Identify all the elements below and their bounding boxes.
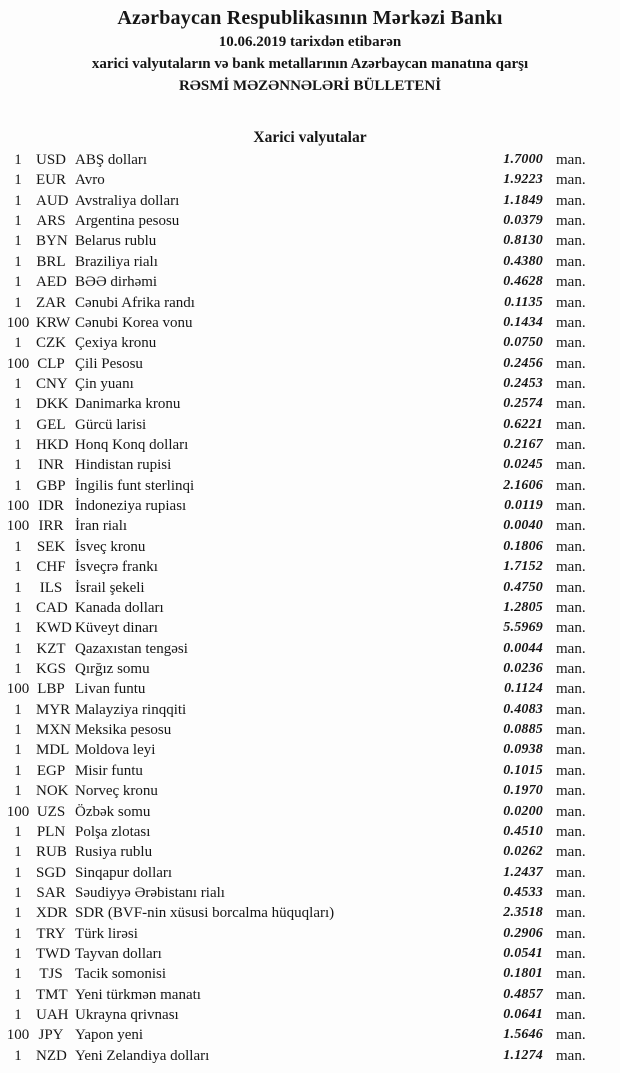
rate-row — [0, 394, 620, 414]
currency-code-cell: USD — [36, 152, 67, 168]
currency-code-cell: TWD — [36, 946, 71, 963]
rate-value-cell: 0.6221 — [503, 416, 543, 432]
rate-row — [0, 1025, 620, 1045]
currency-code-cell: INR — [38, 457, 64, 474]
currency-code-cell: CNY — [36, 375, 68, 392]
rate-value-cell: 0.1806 — [503, 538, 543, 554]
currency-name-cell: Avro — [75, 172, 105, 189]
rate-row — [0, 924, 620, 944]
quantity-cell: 1 — [14, 599, 22, 616]
quantity-cell: 1 — [14, 742, 22, 759]
currency-name-cell: Yapon yeni — [75, 1027, 144, 1044]
rate-row — [0, 191, 620, 211]
rate-row — [0, 679, 620, 699]
unit-cell: man. — [556, 559, 586, 576]
rate-value-cell: 2.3518 — [503, 905, 543, 921]
quantity-cell: 1 — [14, 620, 22, 637]
currency-name-cell: Cənubi Afrika randı — [75, 294, 195, 311]
unit-cell: man. — [556, 294, 586, 311]
currency-code-cell: SAR — [36, 884, 66, 901]
unit-cell: man. — [556, 681, 586, 698]
currency-code-cell: RUB — [36, 844, 67, 861]
rates-table — [0, 150, 620, 1066]
currency-code-cell: SGD — [36, 864, 67, 881]
currency-name-cell: İsrail şekeli — [75, 579, 145, 596]
currency-name-cell: Rusiya rublu — [75, 844, 153, 861]
unit-cell: man. — [556, 620, 586, 637]
currency-name-cell: Cənubi Korea vonu — [75, 314, 193, 331]
bulletin-title: RƏSMİ MƏZƏNNƏLƏRİ BÜLLETENİ — [178, 78, 442, 94]
currency-code-cell: IDR — [38, 498, 64, 515]
rate-value-cell: 0.2456 — [503, 355, 543, 371]
rate-value-cell: 0.1015 — [503, 762, 543, 778]
rate-row — [0, 944, 620, 964]
currency-name-cell: Çin yuanı — [75, 375, 134, 392]
rate-row — [0, 170, 620, 190]
unit-cell: man. — [556, 844, 586, 861]
currency-name-cell: Argentina pesosu — [75, 213, 180, 230]
rate-value-cell: 0.0541 — [503, 946, 543, 962]
currency-code-cell: MXN — [36, 722, 72, 739]
rate-row — [0, 964, 620, 984]
rate-value-cell: 0.0938 — [503, 742, 543, 758]
currency-name-cell: Danimarka kronu — [75, 396, 181, 413]
rate-row — [0, 802, 620, 822]
rate-row — [0, 516, 620, 536]
currency-name-cell: Braziliya rialı — [75, 253, 158, 270]
rate-value-cell: 0.0885 — [503, 722, 543, 738]
currency-name-cell: Moldova leyi — [75, 742, 156, 759]
rate-row — [0, 659, 620, 679]
rate-value-cell: 0.2167 — [503, 437, 543, 453]
rate-value-cell: 1.5646 — [503, 1027, 543, 1043]
unit-cell: man. — [556, 538, 586, 555]
rate-row — [0, 761, 620, 781]
quantity-cell: 1 — [14, 396, 22, 413]
currency-code-cell: UAH — [36, 1007, 69, 1024]
unit-cell: man. — [556, 396, 586, 413]
currency-name-cell: Özbək somu — [75, 803, 151, 820]
currency-code-cell: DKK — [36, 396, 69, 413]
rate-row — [0, 333, 620, 353]
unit-cell: man. — [556, 1007, 586, 1024]
unit-cell: man. — [556, 314, 586, 331]
rate-value-cell: 0.4083 — [503, 701, 543, 717]
currency-code-cell: CHF — [36, 559, 66, 576]
currency-code-cell: KRW — [36, 314, 71, 331]
rate-row — [0, 231, 620, 251]
currency-name-cell: Belarus rublu — [75, 233, 157, 250]
currency-code-cell: MYR — [36, 701, 71, 718]
currency-name-cell: Sinqapur dolları — [75, 864, 173, 881]
quantity-cell: 1 — [14, 253, 22, 270]
rate-value-cell: 0.1434 — [503, 314, 543, 330]
currency-name-cell: Səudiyyə Ərəbistanı rialı — [75, 884, 225, 901]
rate-row — [0, 578, 620, 598]
rate-value-cell: 2.1606 — [503, 477, 543, 493]
rate-value-cell: 0.1801 — [503, 966, 543, 982]
rate-value-cell: 0.0262 — [503, 844, 543, 860]
rate-value-cell: 0.4628 — [503, 274, 543, 290]
currency-code-cell: LBP — [37, 681, 65, 698]
unit-cell: man. — [556, 437, 586, 454]
rate-value-cell: 0.0119 — [504, 498, 543, 514]
rate-value-cell: 0.0200 — [503, 803, 543, 819]
rate-row — [0, 557, 620, 577]
unit-cell: man. — [556, 274, 586, 291]
currency-name-cell: Livan funtu — [75, 681, 146, 698]
unit-cell: man. — [556, 599, 586, 616]
quantity-cell: 1 — [14, 213, 22, 230]
rate-row — [0, 1005, 620, 1025]
quantity-cell: 100 — [6, 355, 30, 372]
section-title-foreign-currencies: Xarici valyutalar — [253, 129, 367, 146]
rate-value-cell: 1.7152 — [503, 559, 543, 575]
quantity-cell: 1 — [14, 722, 22, 739]
unit-cell: man. — [556, 477, 586, 494]
currency-name-cell: Hindistan rupisi — [75, 457, 172, 474]
currency-name-cell: İngilis funt sterlinqi — [75, 477, 195, 494]
unit-cell: man. — [556, 498, 586, 515]
unit-cell: man. — [556, 253, 586, 270]
unit-cell: man. — [556, 1047, 586, 1064]
rate-row — [0, 272, 620, 292]
unit-cell: man. — [556, 884, 586, 901]
quantity-cell: 1 — [14, 416, 22, 433]
currency-name-cell: Küveyt dinarı — [75, 620, 158, 637]
rate-row — [0, 537, 620, 557]
quantity-cell: 1 — [14, 477, 22, 494]
currency-code-cell: PLN — [36, 823, 66, 840]
rate-value-cell: 0.2906 — [503, 925, 543, 941]
quantity-cell: 1 — [14, 946, 22, 963]
rate-value-cell: 0.0641 — [503, 1007, 543, 1023]
unit-cell: man. — [556, 783, 586, 800]
rate-row — [0, 639, 620, 659]
currency-name-cell: Gürcü larisi — [75, 416, 147, 433]
quantity-cell: 100 — [6, 314, 30, 331]
currency-code-cell: MDL — [36, 742, 70, 759]
currency-code-cell: KZT — [36, 640, 66, 657]
rate-value-cell: 0.4380 — [503, 253, 543, 269]
quantity-cell: 1 — [14, 559, 22, 576]
quantity-cell: 1 — [14, 783, 22, 800]
quantity-cell: 1 — [14, 1007, 22, 1024]
quantity-cell: 1 — [14, 884, 22, 901]
quantity-cell: 1 — [14, 640, 22, 657]
subject-line: xarici valyutaların və bank metallarının Azərbaycan manatına qarşı — [91, 56, 529, 72]
currency-name-cell: Çexiya kronu — [75, 335, 157, 352]
currency-name-cell: Qazaxıstan tengəsi — [75, 640, 188, 657]
currency-name-cell: Tayvan dolları — [75, 946, 162, 963]
currency-name-cell: Yeni türkmən manatı — [75, 986, 201, 1003]
quantity-cell: 1 — [14, 375, 22, 392]
currency-code-cell: EGP — [36, 762, 66, 779]
rate-value-cell: 0.0379 — [503, 213, 543, 229]
rate-row — [0, 781, 620, 801]
currency-code-cell: TMT — [36, 986, 68, 1003]
currency-name-cell: Polşa zlotası — [75, 823, 151, 840]
rate-row — [0, 863, 620, 883]
rate-value-cell: 0.0044 — [503, 640, 543, 656]
rate-value-cell: 5.5969 — [503, 620, 543, 636]
rate-value-cell: 0.1124 — [504, 681, 543, 697]
currency-code-cell: ZAR — [36, 294, 66, 311]
rate-value-cell: 0.1135 — [504, 294, 543, 310]
currency-code-cell: EUR — [36, 172, 66, 189]
quantity-cell: 1 — [14, 701, 22, 718]
rate-row — [0, 374, 620, 394]
rate-value-cell: 1.2805 — [503, 599, 543, 615]
currency-name-cell: Yeni Zelandiya dolları — [75, 1047, 210, 1064]
currency-name-cell: Meksika pesosu — [75, 722, 172, 739]
bank-title: Azərbaycan Respublikasının Mərkəzi Bankı — [117, 7, 503, 29]
quantity-cell: 1 — [14, 274, 22, 291]
rate-value-cell: 0.4750 — [503, 579, 543, 595]
unit-cell: man. — [556, 660, 586, 677]
rate-row — [0, 252, 620, 272]
rate-value-cell: 0.0245 — [503, 457, 543, 473]
currency-name-cell: BƏƏ dirhəmi — [75, 274, 158, 291]
rate-row — [0, 211, 620, 231]
currency-code-cell: NZD — [36, 1047, 67, 1064]
rate-value-cell: 0.8130 — [503, 233, 543, 249]
currency-name-cell: Avstraliya dolları — [75, 192, 180, 209]
quantity-cell: 1 — [14, 966, 22, 983]
rate-value-cell: 0.0236 — [503, 660, 543, 676]
unit-cell: man. — [556, 172, 586, 189]
currency-name-cell: İran rialı — [75, 518, 128, 535]
rate-value-cell: 0.4510 — [503, 823, 543, 839]
unit-cell: man. — [556, 213, 586, 230]
rate-row — [0, 1046, 620, 1066]
currency-code-cell: NOK — [36, 783, 69, 800]
rate-row — [0, 455, 620, 475]
unit-cell: man. — [556, 823, 586, 840]
currency-code-cell: BYN — [36, 233, 68, 250]
quantity-cell: 1 — [14, 457, 22, 474]
currency-code-cell: SEK — [36, 538, 66, 555]
currency-code-cell: CZK — [36, 335, 66, 352]
currency-name-cell: Türk lirəsi — [75, 925, 138, 942]
quantity-cell: 1 — [14, 1047, 22, 1064]
currency-name-cell: İsveçrə frankı — [75, 559, 158, 576]
rate-value-cell: 0.4857 — [503, 986, 543, 1002]
effective-date-line: 10.06.2019 tarixdən etibarən — [218, 34, 402, 50]
rate-value-cell: 1.9223 — [503, 172, 543, 188]
currency-code-cell: CLP — [37, 355, 65, 372]
currency-code-cell: JPY — [38, 1027, 64, 1044]
quantity-cell: 1 — [14, 233, 22, 250]
unit-cell: man. — [556, 701, 586, 718]
quantity-cell: 1 — [14, 762, 22, 779]
document-header — [0, 0, 620, 97]
rate-row — [0, 293, 620, 313]
rate-value-cell: 0.4533 — [503, 884, 543, 900]
currency-name-cell: İndoneziya rupiası — [75, 498, 187, 515]
rate-row — [0, 842, 620, 862]
rate-value-cell: 0.0750 — [503, 335, 543, 351]
currency-name-cell: Kanada dolları — [75, 599, 164, 616]
currency-code-cell: AED — [36, 274, 67, 291]
rate-row — [0, 415, 620, 435]
unit-cell: man. — [556, 640, 586, 657]
unit-cell: man. — [556, 946, 586, 963]
quantity-cell: 1 — [14, 986, 22, 1003]
unit-cell: man. — [556, 416, 586, 433]
currency-name-cell: Misir funtu — [75, 762, 143, 779]
quantity-cell: 100 — [6, 518, 30, 535]
unit-cell: man. — [556, 966, 586, 983]
currency-code-cell: BRL — [36, 253, 66, 270]
rate-value-cell: 1.7000 — [503, 152, 543, 167]
unit-cell: man. — [556, 375, 586, 392]
unit-cell: man. — [556, 579, 586, 596]
rate-row — [0, 313, 620, 333]
rate-row — [0, 150, 620, 170]
currency-code-cell: UZS — [36, 803, 66, 820]
quantity-cell: 1 — [14, 294, 22, 311]
quantity-cell: 1 — [14, 538, 22, 555]
unit-cell: man. — [556, 233, 586, 250]
unit-cell: man. — [556, 355, 586, 372]
quantity-cell: 1 — [14, 660, 22, 677]
quantity-cell: 1 — [14, 192, 22, 209]
quantity-cell: 1 — [14, 905, 22, 922]
quantity-cell: 100 — [6, 803, 30, 820]
currency-code-cell: IRR — [38, 518, 64, 535]
rate-row — [0, 598, 620, 618]
unit-cell: man. — [556, 152, 586, 168]
unit-cell: man. — [556, 192, 586, 209]
rate-row — [0, 496, 620, 516]
currency-name-cell: Qırğız somu — [75, 660, 150, 677]
unit-cell: man. — [556, 925, 586, 942]
unit-cell: man. — [556, 1027, 586, 1044]
currency-name-cell: İsveç kronu — [75, 538, 146, 555]
rate-row — [0, 618, 620, 638]
currency-name-cell: Honq Konq dolları — [75, 437, 189, 454]
currency-code-cell: GEL — [36, 416, 66, 433]
currency-code-cell: ARS — [36, 213, 66, 230]
rate-row — [0, 700, 620, 720]
currency-code-cell: TJS — [39, 966, 63, 983]
currency-code-cell: GBP — [36, 477, 66, 494]
rate-row — [0, 985, 620, 1005]
currency-code-cell: TRY — [36, 925, 66, 942]
currency-name-cell: SDR (BVF-nin xüsusi borcalma hüquqları) — [75, 905, 335, 922]
quantity-cell: 1 — [14, 844, 22, 861]
rate-row — [0, 740, 620, 760]
currency-name-cell: ABŞ dolları — [75, 152, 148, 168]
quantity-cell: 100 — [6, 681, 30, 698]
unit-cell: man. — [556, 986, 586, 1003]
quantity-cell: 100 — [6, 498, 30, 515]
quantity-cell: 1 — [14, 437, 22, 454]
rate-row — [0, 903, 620, 923]
quantity-cell: 1 — [14, 335, 22, 352]
unit-cell: man. — [556, 803, 586, 820]
unit-cell: man. — [556, 762, 586, 779]
rate-row — [0, 883, 620, 903]
quantity-cell: 1 — [14, 152, 22, 168]
quantity-cell: 100 — [6, 1027, 30, 1044]
rate-row — [0, 476, 620, 496]
quantity-cell: 1 — [14, 925, 22, 942]
unit-cell: man. — [556, 457, 586, 474]
unit-cell: man. — [556, 905, 586, 922]
unit-cell: man. — [556, 742, 586, 759]
rate-value-cell: 1.1849 — [503, 192, 543, 208]
currency-name-cell: Malayziya rinqqiti — [75, 701, 187, 718]
currency-code-cell: XDR — [36, 905, 68, 922]
currency-code-cell: CAD — [36, 599, 68, 616]
currency-name-cell: Norveç kronu — [75, 783, 158, 800]
rate-value-cell: 1.1274 — [503, 1047, 543, 1063]
quantity-cell: 1 — [14, 864, 22, 881]
currency-code-cell: HKD — [36, 437, 69, 454]
currency-code-cell: KWD — [36, 620, 72, 637]
quantity-cell: 1 — [14, 172, 22, 189]
currency-code-cell: AUD — [36, 192, 69, 209]
rate-row — [0, 720, 620, 740]
unit-cell: man. — [556, 722, 586, 739]
unit-cell: man. — [556, 518, 586, 535]
rate-row — [0, 822, 620, 842]
currency-name-cell: Çili Pesosu — [75, 355, 143, 372]
rate-row — [0, 435, 620, 455]
unit-cell: man. — [556, 864, 586, 881]
rate-value-cell: 0.2453 — [503, 375, 543, 391]
rate-value-cell: 0.2574 — [503, 396, 543, 412]
rate-row — [0, 354, 620, 374]
rate-value-cell: 1.2437 — [503, 864, 543, 880]
quantity-cell: 1 — [14, 579, 22, 596]
currency-code-cell: KGS — [36, 660, 67, 677]
rate-value-cell: 0.0040 — [503, 518, 543, 534]
rate-value-cell: 0.1970 — [503, 783, 543, 799]
quantity-cell: 1 — [14, 823, 22, 840]
currency-name-cell: Ukrayna qrivnası — [75, 1007, 179, 1024]
unit-cell: man. — [556, 335, 586, 352]
currency-code-cell: ILS — [39, 579, 63, 596]
currency-name-cell: Tacik somonisi — [75, 966, 167, 983]
